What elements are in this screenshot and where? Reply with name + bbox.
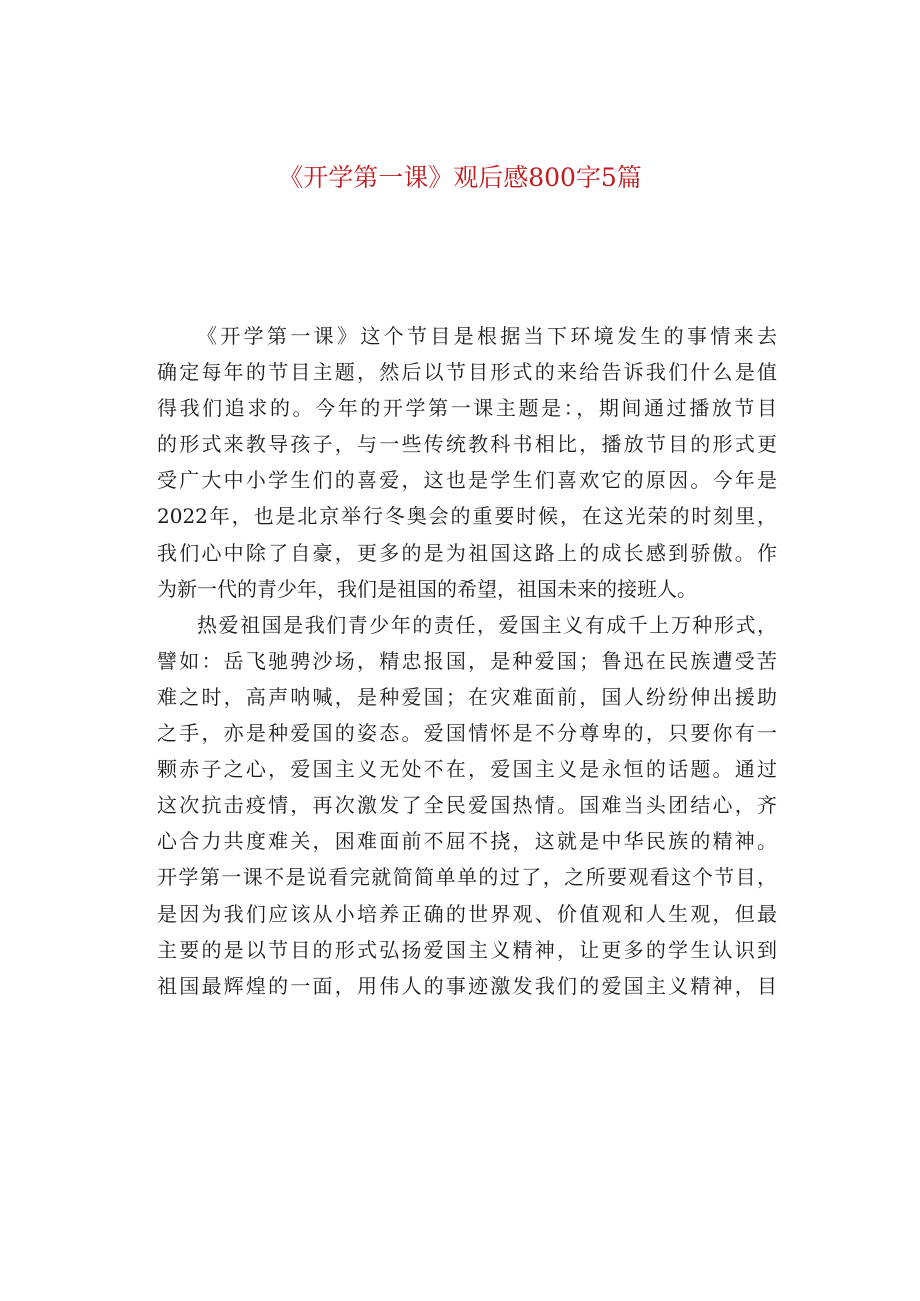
paragraph-line: 祖国最辉煌的一面，用伟人的事迹激发我们的爱国主义精神，目 [157, 973, 777, 998]
document-body [157, 318, 777, 1004]
paragraph-line: 热爱祖国是我们青少年的责任，爱国主义有成千上万种形式， [197, 612, 777, 637]
paragraph-1 [157, 318, 777, 607]
paragraph-line: 得我们追求的。今年的开学第一课主题是：，期间通过播放节目 [157, 396, 777, 421]
paragraph-line: 是因为我们应该从小培养正确的世界观、价值观和人生观，但最 [157, 901, 777, 926]
paragraph-line: 2022年，也是北京举行冬奥会的重要时候，在这光荣的时刻里， [157, 504, 777, 529]
paragraph-2 [157, 607, 777, 1004]
paragraph-line: 我们心中除了自豪，更多的是为祖国这路上的成长感到骄傲。作 [157, 540, 777, 565]
paragraph-line: 之手，亦是种爱国的姿态。爱国情怀是不分尊卑的，只要你有一 [157, 721, 777, 746]
paragraph-line: 譬如：岳飞驰骋沙场，精忠报国，是种爱国；鲁迅在民族遭受苦 [157, 648, 777, 673]
paragraph-line: 为新一代的青少年，我们是祖国的希望，祖国未来的接班人。 [157, 576, 697, 601]
paragraph-line: 难之时，高声呐喊，是种爱国；在灾难面前，国人纷纷伸出援助 [157, 684, 777, 709]
paragraph-line: 颗赤子之心，爱国主义无处不在，爱国主义是永恒的话题。通过 [157, 757, 777, 782]
paragraph-line: 的形式来教导孩子，与一些传统教科书相比，播放节目的形式更 [157, 432, 777, 457]
paragraph-line: 《开学第一课》这个节目是根据当下环境发生的事情来去 [197, 324, 777, 348]
paragraph-line: 确定每年的节目主题，然后以节目形式的来给告诉我们什么是值 [157, 360, 777, 385]
paragraph-line: 受广大中小学生们的喜爱，这也是学生们喜欢它的原因。今年是 [157, 468, 777, 493]
paragraph-line: 这次抗击疫情，再次激发了全民爱国热情。国难当头团结心，齐 [157, 793, 777, 818]
paragraph-line: 开学第一课不是说看完就简简单单的过了，之所要观看这个节目， [157, 865, 777, 890]
paragraph-line: 心合力共度难关，困难面前不屈不挠，这就是中华民族的精神。 [157, 829, 777, 854]
document-title: 《开学第一课》观后感800字5篇 [278, 163, 642, 192]
paragraph-line: 主要的是以节目的形式弘扬爱国主义精神，让更多的学生认识到 [157, 937, 777, 962]
